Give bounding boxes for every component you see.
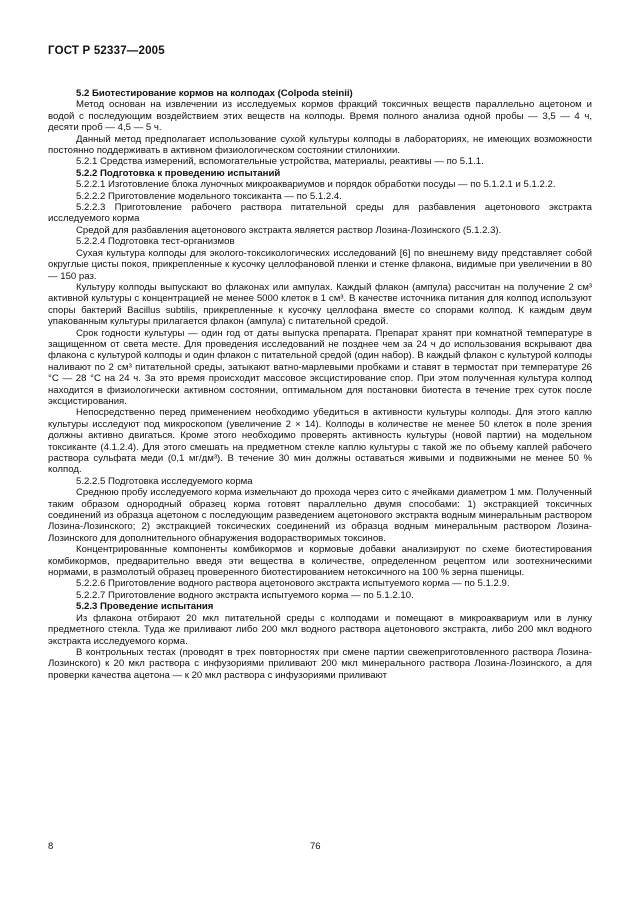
page-number-left: 8 — [48, 841, 54, 852]
paragraph: 5.2.2.7 Приготовление водного экстракта испытуемого корма — по 5.1.2.10. — [76, 589, 414, 601]
page-body — [48, 88, 592, 681]
paragraph: 5.2.1 Средства измерений, вспомогательные устройства, материалы, реактивы — по 5.1.1. — [76, 156, 484, 168]
paragraph: Непосредственно перед применением необходимо убедиться в активности культуры колподы. Для этого каплю культуры исследуют под микроскопом (увеличение 2 × 14). Колподы в количестве не менее 50 клеток в поле зрения должны активно двигаться. Кроме этого необходимо проверять активность культуры (новой партии) на модельном токсиканте (4.1.2.4). Для этого смешать на предметном стекле каплю культуры с такой же по объему каплей рабочего раствора сульфата меди (0,1 мг/дм³). В течение 30 мин должны оставаться живыми и подвижными не менее 50 % колпод. — [48, 407, 592, 476]
paragraph: Метод основан на извлечении из исследуемых кормов фракций токсичных веществ параллельно ацетоном и водой с последующим воздействием этих веществ на колподы. Время полного анализа одной пробы — 3,5 — 4 ч, десяти проб — 4,5 — 5 ч. — [48, 99, 592, 134]
paragraph: Из флакона отбирают 20 мкл питательной среды с колподами и помещают в микроаквариум или в лунку предметного стекла. Туда же приливают либо 200 мкл водного раствора ацетонового экстракта, либо 200 мкл водного экстракта исследуемого корма. — [48, 612, 592, 647]
paragraph: Концентрированные компоненты комбикормов и кормовые добавки анализируют по схеме биотестирования комбикормов, предварительно введя эти вещества в количестве, определенном рецептом или зоотехническими нормами, в размолотый образец проверенного биотестированием нетоксичного на 100 % зерна пшеницы. — [48, 544, 592, 579]
paragraph: В контрольных тестах (проводят в трех повторностях при смене партии свежеприготовленного раствора Лозина-Лозинского) к 20 мкл раствора с инфузориями приливают 200 мкл минерального раствора Лозина-Лозинского, а для проверки качества ацетона — к 20 мкл раствора с инфузориями приливают — [48, 646, 592, 681]
paragraph: Среднюю пробу исследуемого корма измельчают до прохода через сито с ячейками диаметром 1 мм. Полученный таким образом однородный образец корма готовят параллельно двумя способами: 1) экстракцией токсичных соединений из образца ацетоном с последующим разведением ацетонового экстракта водным минеральным раствором Лозина-Лозинского; 2) экстракцией токсических соединений из образца водным минеральным раствором Лозина-Лозинского для дополнительного обнаружения водорастворимых токсинов. — [48, 487, 592, 544]
paragraph: Срок годности культуры — один год от даты выпуска препарата. Препарат хранят при комнатной температуре в защищенном от света месте. Для проведения исследований не позднее чем за 24 ч до использования вскрывают два флакона с культурой колподы и один флакон с питательной средой (один набор). В каждый флакон с культурой колподы наливают по 2 см³ питательной среды, затыкают ватно-марлевыми пробками и ставят в термостат при температуре 26 °С — 28 °С на 24 ч. За это время происходит массовое эксцистирование спор. При этом полученная культура колпод находится в физиологически активном состоянии, оптимальном для постановки биотеста в течение трех суток после эксцистирования. — [48, 327, 592, 407]
paragraph: 5.2.2.4 Подготовка тест-организмов — [76, 236, 235, 248]
section-heading: 5.2 Биотестирование кормов на колподах (Colpoda steinii) — [76, 88, 353, 99]
paragraph: Данный метод предполагает использование сухой культуры колподы в лабораториях, не имеющих возможности постоянно поддерживать в активном физиологическом состоянии стилонихии. — [48, 133, 592, 157]
section-heading: 5.2.3 Проведение испытания — [76, 601, 214, 613]
paragraph: Культуру колподы выпускают во флаконах или ампулах. Каждый флакон (ампула) рассчитан на получение 2 см³ активной культуры с концентрацией не менее 5000 клеток в 1 см³. В качестве источника питания для колпод используют споры бактерий Bacillus subtilis, прикрепленные к кусочку целлофана вместе со спорами колпод. К каждым двум упакованным культуры прилагается флакон (ампула) с питательной средой. — [48, 281, 592, 328]
paragraph: 5.2.2.3 Приготовление рабочего раствора питательной среды для разбавления ацетонового экстракта исследуемого корма — [48, 202, 592, 225]
section-heading: 5.2.2 Подготовка к проведению испытаний — [76, 167, 281, 179]
paragraph: 5.2.2.1 Изготовление блока луночных микроаквариумов и порядок обработки посуды — по 5.1.2.1 и 5.1.2.2. — [76, 179, 556, 191]
paragraph: Средой для разбавления ацетонового экстракта является раствор Лозина-Лозинского (5.1.2.3). — [76, 224, 502, 236]
paragraph: Сухая культура колподы для эколого-токсикологических исследований [6] по внешнему виду представляет собой округлые цисты покоя, прикрепленные к кусочку целлофановой пленки и стенке флакона, видимые при увеличении в 80 — 150 раз. — [48, 247, 592, 282]
document-header: ГОСТ Р 52337—2005 — [48, 45, 165, 57]
paragraph: 5.2.2.2 Приготовление модельного токсиканта — по 5.1.2.4. — [76, 190, 342, 202]
paragraph: 5.2.2.5 Подготовка исследуемого корма — [76, 475, 253, 487]
paragraph: 5.2.2.6 Приготовление водного раствора ацетонового экстракта испытуемого корма — по 5.1.2.9. — [76, 578, 510, 590]
page-number-center: 76 — [310, 841, 321, 852]
